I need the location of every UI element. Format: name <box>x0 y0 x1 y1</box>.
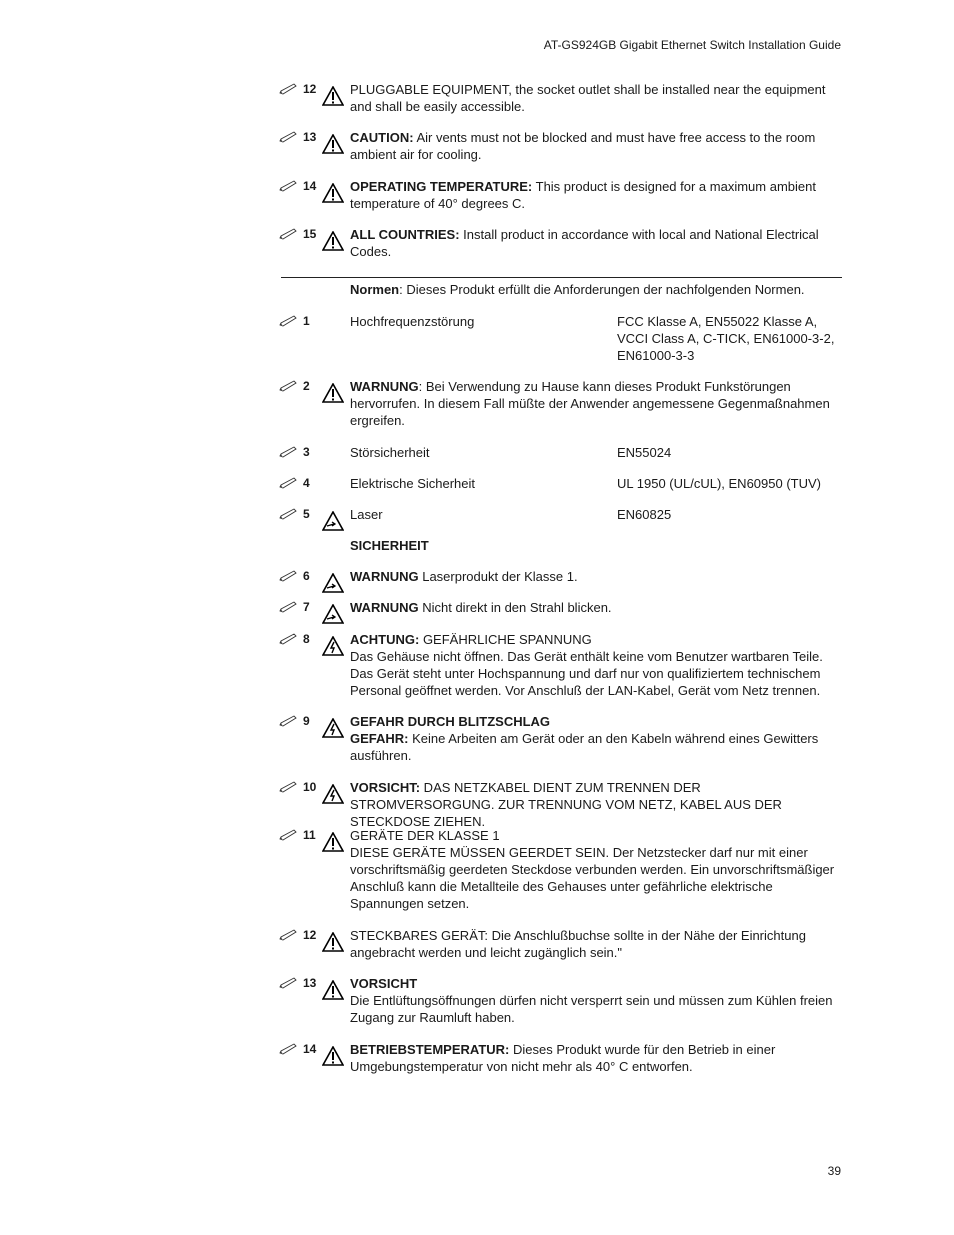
standard-value: EN55024 <box>617 445 672 460</box>
item-text: GEFAHR DURCH BLITZSCHLAG GEFAHR: Keine Arbeiten am Gerät oder an den Kabeln während eines Gewitters ausführen. <box>350 714 819 763</box>
laser-warning-icon <box>322 573 344 593</box>
item-text: ALL COUNTRIES: Install product in accordance with local and National Electrical Codes. <box>350 227 819 259</box>
warning-icon <box>322 1046 344 1066</box>
pencil-icon <box>279 508 298 520</box>
item-text: VORSICHT Die Entlüftungsöffnungen dürfen nicht versperrt sein und müssen zum Kühlen freien Zugang zur Raumluft haben. <box>350 976 833 1025</box>
standard-value: EN60825 <box>617 507 672 522</box>
standard-value: UL 1950 (UL/cUL), EN60950 (TUV) <box>617 476 821 491</box>
warning-icon <box>322 932 344 952</box>
item-text: STECKBARES GERÄT: Die Anschlußbuchse sollte in der Nähe der Einrichtung angebracht werden und leicht zugänglich sein." <box>350 928 806 960</box>
item-number: 13 <box>303 130 317 144</box>
item-text: WARNUNG Nicht direkt in den Strahl blicken. <box>350 600 612 615</box>
item-number: 5 <box>303 507 310 521</box>
item-text: PLUGGABLE EQUIPMENT, the socket outlet shall be installed near the equipment and shall be easily accessible. <box>350 82 826 114</box>
section-heading: SICHERHEIT <box>350 538 429 553</box>
standard-label: Hochfrequenzstörung <box>350 314 475 329</box>
item-number: 12 <box>303 82 317 96</box>
standard-label: Elektrische Sicherheit <box>350 476 475 491</box>
standard-value: FCC Klasse A, EN55022 Klasse A, VCCI Class A, C-TICK, EN61000-3-2, EN61000-3-3 <box>617 314 835 363</box>
pencil-icon <box>279 570 298 582</box>
pencil-icon <box>279 829 298 841</box>
pencil-icon <box>279 601 298 613</box>
item-number: 8 <box>303 632 310 646</box>
warning-icon <box>322 383 344 403</box>
item-text: OPERATING TEMPERATURE: This product is designed for a maximum ambient temperature of 40° degrees C. <box>350 179 816 211</box>
item-number: 7 <box>303 600 310 614</box>
item-number: 15 <box>303 227 317 241</box>
item-text: BETRIEBSTEMPERATUR: Dieses Produkt wurde für den Betrieb in einer Umgebungstemperatur von nicht mehr als 40° C entworfen. <box>350 1042 776 1074</box>
item-text: GERÄTE DER KLASSE 1 DIESE GERÄTE MÜSSEN GEERDET SEIN. Der Netzstecker darf nur mit einer vorschriftsmäßig geerdeten Steckdose verbunden werden. Ein unvorschriftsmäßiger Anschluß kann die Metallteile des Gehauses unter gefährliche elektrische Spannungen setzen. <box>350 828 835 911</box>
pencil-icon <box>279 477 298 489</box>
electrical-hazard-icon <box>322 636 344 656</box>
warning-icon <box>322 86 344 106</box>
warning-icon <box>322 183 344 203</box>
pencil-icon <box>279 1043 298 1055</box>
pencil-icon <box>279 228 298 240</box>
warning-icon <box>322 832 344 852</box>
pencil-icon <box>279 380 298 392</box>
electrical-hazard-icon <box>322 784 344 804</box>
warning-icon <box>322 134 344 154</box>
pencil-icon <box>279 315 298 327</box>
warning-icon <box>322 231 344 251</box>
standard-label: Laser <box>350 507 383 522</box>
item-number: 11 <box>303 828 316 842</box>
item-number: 14 <box>303 1042 317 1056</box>
pencil-icon <box>279 131 298 143</box>
electrical-hazard-icon <box>322 718 344 738</box>
item-number: 6 <box>303 569 310 583</box>
item-text: WARNUNG Laserprodukt der Klasse 1. <box>350 569 578 584</box>
item-number: 1 <box>303 314 310 328</box>
pencil-icon <box>279 446 298 458</box>
standard-label: Störsicherheit <box>350 445 430 460</box>
item-number: 3 <box>303 445 310 459</box>
pencil-icon <box>279 633 298 645</box>
item-number: 10 <box>303 780 317 794</box>
pencil-icon <box>279 977 298 989</box>
german-intro: Normen: Dieses Produkt erfüllt die Anforderungen der nachfolgenden Normen. <box>350 282 805 297</box>
item-text: ACHTUNG: GEFÄHRLICHE SPANNUNG Das Gehäuse nicht öffnen. Das Gerät enthält keine vom Benutzer wartbaren Teile. Das Gerät steht unter Hochspannung und darf nur von qualifiziertem technischem Personal geöffnet werden. Vor Anschluß der LAN-Kabel, Gerät vom Netz trennen. <box>350 632 823 698</box>
item-text: VORSICHT: DAS NETZKABEL DIENT ZUM TRENNEN DER STROMVERSORGUNG. ZUR TRENNUNG VOM NETZ, KABEL AUS DER STECKDOSE ZIEHEN. <box>350 780 782 829</box>
item-text: CAUTION: Air vents must not be blocked and must have free access to the room ambient air for cooling. <box>350 130 816 162</box>
pencil-icon <box>279 781 298 793</box>
item-text: WARNUNG: Bei Verwendung zu Hause kann dieses Produkt Funkstörungen hervorrufen. In diesem Fall müßte der Anwender angemessene Gegenmaßnahmen ergreifen. <box>350 379 830 428</box>
item-number: 9 <box>303 714 310 728</box>
warning-icon <box>322 980 344 1000</box>
item-number: 12 <box>303 928 317 942</box>
item-number: 4 <box>303 476 310 490</box>
pencil-icon <box>279 715 298 727</box>
laser-warning-icon <box>322 604 344 624</box>
pencil-icon <box>279 180 298 192</box>
item-number: 2 <box>303 379 310 393</box>
running-header: AT-GS924GB Gigabit Ethernet Switch Installation Guide <box>543 38 841 52</box>
page-number: 39 <box>827 1164 841 1178</box>
item-number: 14 <box>303 179 317 193</box>
laser-warning-icon <box>322 511 344 531</box>
item-number: 13 <box>303 976 317 990</box>
pencil-icon <box>279 83 298 95</box>
section-divider <box>281 277 842 278</box>
pencil-icon <box>279 929 298 941</box>
